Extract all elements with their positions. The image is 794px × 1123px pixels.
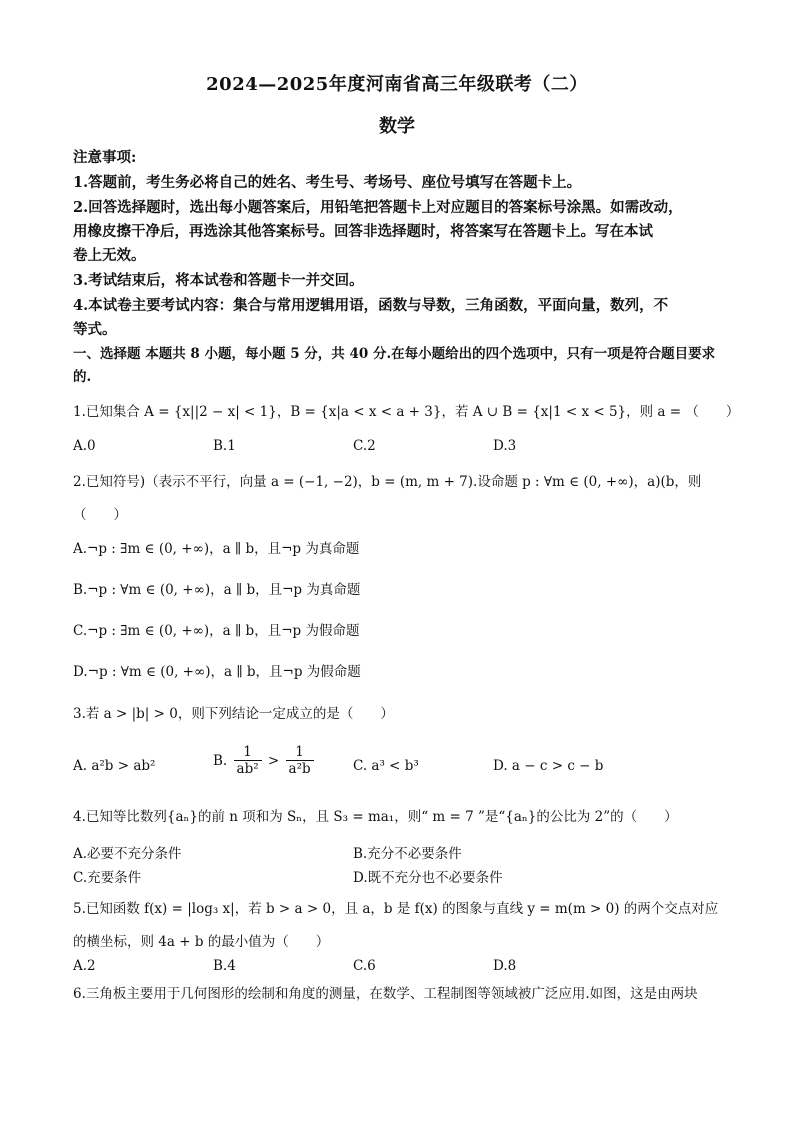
question-3-option-b: [213, 744, 316, 779]
question-2-stem: 2.已知符号)（表示不平行，向量 a = (−1, −2)，b = (m, m + 7).设命题 p : ∀m ∈ (0, +∞)，a)(b，则: [73, 474, 702, 490]
question-3-option-a: A. a²b > ab²: [73, 758, 156, 774]
exam-subject: 数学: [379, 116, 415, 137]
question-2-option-b: B.¬p : ∀m ∈ (0, +∞)，a ∥ b，且¬p 为真命题: [73, 582, 361, 598]
section-heading-line-1: 一、选择题 本题共 8 小题，每小题 5 分，共 40 分.在每小题给出的四个选项中，只有一项是符合题目要求: [73, 346, 716, 362]
notice-heading: 注意事项:: [73, 149, 137, 166]
question-5-option-c: C.6: [353, 958, 376, 974]
notice-item-2-line-1: 2.回答选择题时，选出每小题答案后，用铅笔把答题卡上对应题目的答案标号涂黑。如需改动，: [73, 199, 683, 216]
question-1-stem: 1.已知集合 A = {x||2 − x| < 1}，B = {x|a < x < a + 3}，若 A ∪ B = {x|1 < x < 5}，则 a = （ ）: [73, 404, 740, 420]
question-2-option-a: A.¬p : ∃m ∈ (0, +∞)，a ∥ b，且¬p 为真命题: [73, 541, 360, 557]
question-5-stem-line-2: 的横坐标，则 4a + b 的最小值为（ ）: [73, 934, 330, 950]
question-4-stem: 4.已知等比数列{aₙ}的前 n 项和为 Sₙ，且 S₃ = ma₁，则“ m = 7 ”是“{aₙ}的公比为 2”的（ ）: [73, 809, 678, 825]
fraction-2-denominator: a²b: [288, 761, 311, 778]
notice-item-1: 1.答题前，考生务必将自己的姓名、考生号、考场号、座位号填写在答题卡上。: [73, 174, 582, 191]
fraction-2-numerator: 1: [286, 744, 314, 761]
notice-item-4-line-2: 等式。: [73, 321, 117, 338]
question-4-option-c: C.充要条件: [73, 870, 142, 886]
notice-item-2-line-2: 用橡皮擦干净后，再选涂其他答案标号。回答非选择题时，将答案写在答题卡上。写在本试: [73, 223, 653, 240]
question-2-option-c: C.¬p : ∃m ∈ (0, +∞)，a ∥ b，且¬p 为假命题: [73, 623, 360, 639]
question-1-option-b: B.1: [213, 438, 236, 454]
question-6-stem: 6.三角板主要用于几何图形的绘制和角度的测量，在数学、工程制图等领域被广泛应用.如图，这是由两块: [73, 986, 698, 1002]
section-heading-line-2: 的.: [73, 369, 92, 385]
notice-item-2-line-3: 卷上无效。: [73, 247, 146, 264]
notice-item-4-line-1: 4.本试卷主要考试内容：集合与常用逻辑用语，函数与导数，三角函数，平面向量，数列，不: [73, 297, 669, 314]
question-2-option-d: D.¬p : ∀m ∈ (0, +∞)，a ∥ b，且¬p 为假命题: [73, 664, 361, 680]
fraction-1-numerator: 1: [234, 744, 262, 761]
question-4-option-a: A.必要不充分条件: [73, 846, 182, 862]
question-5-option-b: B.4: [213, 958, 236, 974]
fraction-2: [286, 744, 314, 779]
option-b-label: B.: [213, 752, 228, 769]
question-5-stem: 5.已知函数 f(x) = |log₃ x|，若 b > a > 0，且 a，b 是 f(x) 的图象与直线 y = m(m > 0) 的两个交点对应: [73, 901, 719, 917]
question-3-option-d: D. a − c > c − b: [493, 758, 604, 774]
question-1-option-d: D.3: [493, 438, 517, 454]
question-3-stem: 3.若 a > |b| > 0，则下列结论一定成立的是（ ）: [73, 706, 394, 722]
notice-item-3: 3.考试结束后，将本试卷和答题卡一并交回。: [73, 272, 364, 289]
question-5-option-d: D.8: [493, 958, 517, 974]
question-1-option-a: A.0: [73, 438, 96, 454]
question-3-option-c: C. a³ < b³: [353, 758, 419, 774]
question-5-option-a: A.2: [73, 958, 96, 974]
exam-title: 2024—2025年度河南省高三年级联考（二）: [206, 74, 588, 95]
question-1-option-c: C.2: [353, 438, 376, 454]
fraction-1: [234, 744, 262, 779]
question-4-option-d: D.既不充分也不必要条件: [353, 870, 503, 886]
question-2-stem-line-2: （ ）: [73, 507, 127, 523]
fraction-1-denominator: ab²: [236, 761, 259, 778]
option-b-relation: >: [267, 752, 280, 769]
question-4-option-b: B.充分不必要条件: [353, 846, 462, 862]
